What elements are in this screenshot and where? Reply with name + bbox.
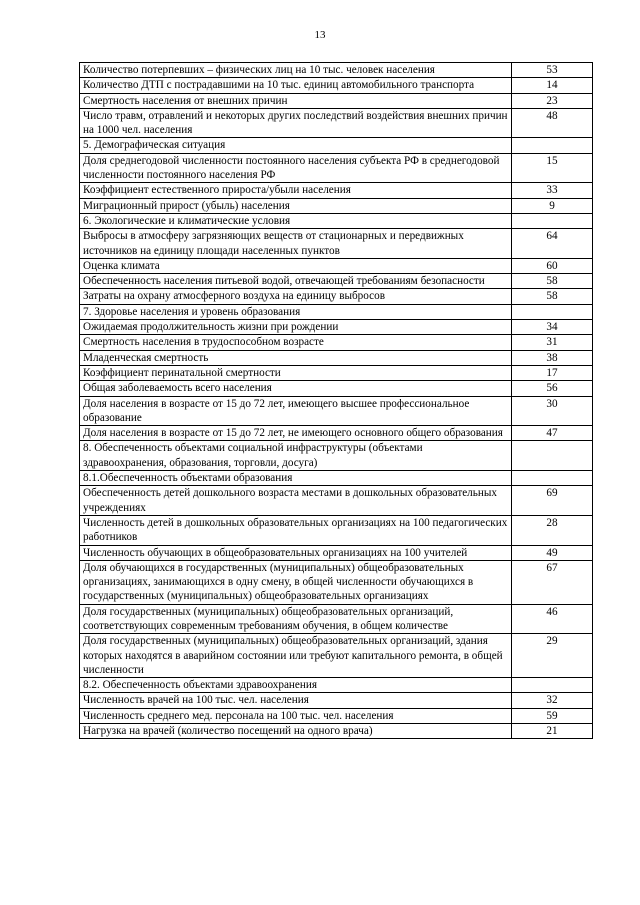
table-row <box>80 515 593 545</box>
indicator-label: Оценка климата <box>80 258 512 273</box>
indicator-label: 8.2. Обеспеченность объектами здравоохранения <box>80 678 512 693</box>
indicator-label: Младенческая смертность <box>80 350 512 365</box>
indicator-label: Ожидаемая продолжительность жизни при рождении <box>80 320 512 335</box>
table-row <box>80 289 593 304</box>
indicators-table <box>79 62 593 739</box>
indicator-value: 28 <box>512 515 593 545</box>
indicator-label: 8. Обеспеченность объектами социальной инфраструктуры (объектами здравоохранения, образования, торговли, досуга) <box>80 441 512 471</box>
indicator-label: 8.1.Обеспеченность объектами образования <box>80 471 512 486</box>
table-row <box>80 63 593 78</box>
table-row <box>80 258 593 273</box>
indicator-label: Обеспеченность детей дошкольного возраста местами в дошкольных образовательных учреждениях <box>80 486 512 516</box>
indicator-value: 59 <box>512 708 593 723</box>
indicator-value: 32 <box>512 693 593 708</box>
indicator-value: 49 <box>512 545 593 560</box>
table-row <box>80 678 593 693</box>
table-row <box>80 381 593 396</box>
indicator-label: Количество ДТП с пострадавшими на 10 тыс. единиц автомобильного транспорта <box>80 78 512 93</box>
indicator-value <box>512 441 593 471</box>
table-row <box>80 183 593 198</box>
indicator-label: Количество потерпевших – физических лиц на 10 тыс. человек населения <box>80 63 512 78</box>
indicator-label: Численность обучающих в общеобразовательных организациях на 100 учителей <box>80 545 512 560</box>
indicator-label: Нагрузка на врачей (количество посещений на одного врача) <box>80 724 512 739</box>
table-row <box>80 320 593 335</box>
indicator-label: Численность среднего мед. персонала на 100 тыс. чел. населения <box>80 708 512 723</box>
indicator-label: Общая заболеваемость всего населения <box>80 381 512 396</box>
table-row <box>80 545 593 560</box>
indicator-value: 46 <box>512 604 593 634</box>
indicator-value: 58 <box>512 289 593 304</box>
indicator-value: 48 <box>512 108 593 138</box>
indicator-value: 53 <box>512 63 593 78</box>
indicator-value: 9 <box>512 198 593 213</box>
table-row <box>80 708 593 723</box>
table-row <box>80 93 593 108</box>
table-row <box>80 396 593 426</box>
table-row <box>80 441 593 471</box>
indicator-label: Доля населения в возрасте от 15 до 72 лет, имеющего высшее профессиональное образование <box>80 396 512 426</box>
indicator-value <box>512 678 593 693</box>
indicator-value: 23 <box>512 93 593 108</box>
indicator-value: 30 <box>512 396 593 426</box>
indicator-value: 15 <box>512 153 593 183</box>
indicator-label: Смертность населения в трудоспособном возрасте <box>80 335 512 350</box>
indicator-label: Доля государственных (муниципальных) общеобразовательных организаций, здания которых находятся в аварийном состоянии или требуют капитального ремонта, в общей численности <box>80 634 512 678</box>
indicator-value: 38 <box>512 350 593 365</box>
table-row <box>80 724 593 739</box>
indicator-value: 14 <box>512 78 593 93</box>
indicator-label: Выбросы в атмосферу загрязняющих веществ от стационарных и передвижных источников на единицу площади населенных пунктов <box>80 229 512 259</box>
table-row <box>80 108 593 138</box>
table-row <box>80 138 593 153</box>
table-row <box>80 486 593 516</box>
table-row <box>80 335 593 350</box>
indicator-value: 69 <box>512 486 593 516</box>
indicator-value <box>512 304 593 319</box>
indicator-value: 67 <box>512 560 593 604</box>
table-row <box>80 304 593 319</box>
indicator-label: Доля государственных (муниципальных) общеобразовательных организаций, соответствующих современным требованиям обучения, в общем количестве <box>80 604 512 634</box>
table-row <box>80 153 593 183</box>
table-row <box>80 604 593 634</box>
indicator-value: 21 <box>512 724 593 739</box>
indicator-value: 31 <box>512 335 593 350</box>
indicator-value: 33 <box>512 183 593 198</box>
indicator-value: 47 <box>512 426 593 441</box>
indicator-label: Коэффициент естественного прироста/убыли населения <box>80 183 512 198</box>
indicator-label: Доля среднегодовой численности постоянного населения субъекта РФ в среднегодовой численности постоянного населения РФ <box>80 153 512 183</box>
table-row <box>80 634 593 678</box>
indicator-label: Затраты на охрану атмосферного воздуха на единицу выбросов <box>80 289 512 304</box>
indicator-label: Смертность населения от внешних причин <box>80 93 512 108</box>
indicator-value <box>512 471 593 486</box>
indicator-label: Численность врачей на 100 тыс. чел. населения <box>80 693 512 708</box>
indicator-value: 29 <box>512 634 593 678</box>
indicator-value: 64 <box>512 229 593 259</box>
indicator-value <box>512 138 593 153</box>
indicator-label: Доля населения в возрасте от 15 до 72 лет, не имеющего основного общего образования <box>80 426 512 441</box>
indicator-value: 58 <box>512 274 593 289</box>
indicator-label: Число травм, отравлений и некоторых других последствий воздействия внешних причин на 1000 чел. населения <box>80 108 512 138</box>
page-number: 13 <box>314 29 326 41</box>
indicator-value: 34 <box>512 320 593 335</box>
indicator-label: Миграционный прирост (убыль) населения <box>80 198 512 213</box>
indicator-label: Обеспеченность населения питьевой водой, отвечающей требованиям безопасности <box>80 274 512 289</box>
table-row <box>80 365 593 380</box>
table-row <box>80 274 593 289</box>
indicator-label: Численность детей в дошкольных образовательных организациях на 100 педагогических работников <box>80 515 512 545</box>
table-row <box>80 426 593 441</box>
table-row <box>80 471 593 486</box>
table-row <box>80 693 593 708</box>
indicator-value: 56 <box>512 381 593 396</box>
table-row <box>80 229 593 259</box>
indicator-label: 6. Экологические и климатические условия <box>80 213 512 228</box>
indicator-value <box>512 213 593 228</box>
indicator-label: 5. Демографическая ситуация <box>80 138 512 153</box>
indicator-label: 7. Здоровье населения и уровень образования <box>80 304 512 319</box>
indicator-label: Доля обучающихся в государственных (муниципальных) общеобразовательных организациях, занимающихся в одну смену, в общей численности обучающихся в государственных (муниципальных) общеобразовательных организациях <box>80 560 512 604</box>
table-row <box>80 213 593 228</box>
indicator-label: Коэффициент перинатальной смертности <box>80 365 512 380</box>
indicator-value: 60 <box>512 258 593 273</box>
table-row <box>80 78 593 93</box>
table-row <box>80 198 593 213</box>
table-row <box>80 350 593 365</box>
table-row <box>80 560 593 604</box>
indicator-value: 17 <box>512 365 593 380</box>
